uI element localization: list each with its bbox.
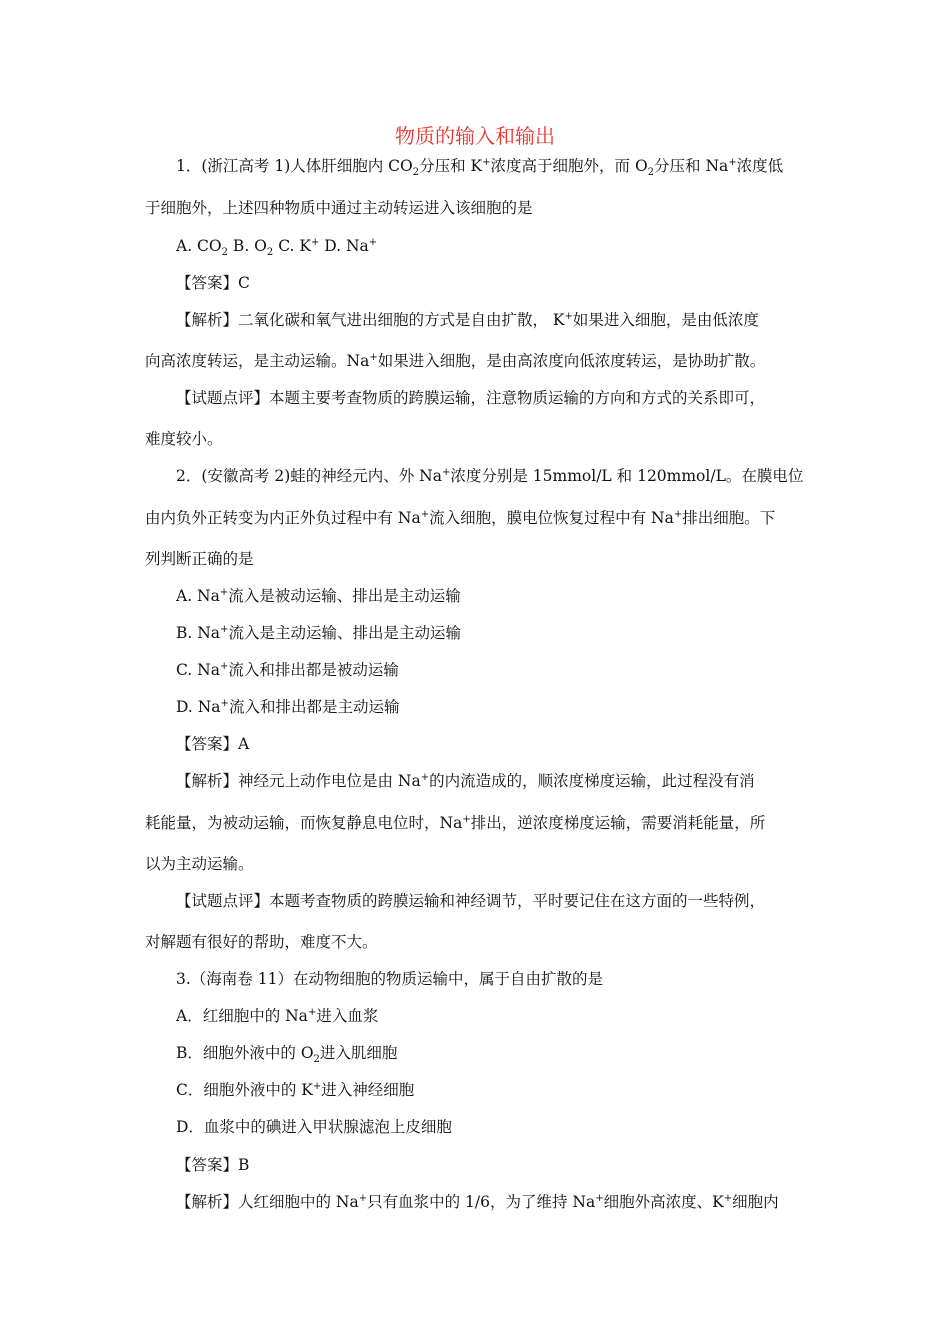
text-run: A．红细胞中的 Na	[176, 1007, 308, 1025]
text-run: 向高浓度转运，是主动运输。Na	[145, 352, 370, 370]
text-run: D. Na	[319, 237, 369, 255]
superscript: +	[564, 310, 573, 322]
text-run: 【解析】二氧化碳和氧气进出细胞的方式是自由扩散， K	[176, 311, 565, 329]
superscript: +	[728, 156, 737, 168]
q1-analysis-line-2	[145, 350, 765, 372]
superscript: +	[369, 351, 378, 363]
q3-answer: 【答案】B	[176, 1156, 250, 1174]
q1-answer: 【答案】C	[176, 274, 250, 292]
text-run: 【试题点评】本题考查物质的跨膜运输和神经调节，平时要记住在这方面的一些特例，	[176, 892, 766, 910]
text-run: 排出细胞。下	[682, 509, 776, 527]
text-run: 1．(浙江高考 1)人体肝细胞内 CO	[176, 157, 413, 175]
text-run: D. Na	[176, 698, 221, 716]
superscript: +	[441, 466, 451, 478]
q1-options	[176, 235, 377, 257]
text-run: 流入是主动运输、排出是主动运输	[228, 624, 461, 642]
q2-answer: 【答案】A	[176, 735, 250, 753]
text-run: 的内流造成的，顺浓度梯度运输，此过程没有消	[429, 772, 755, 790]
text-run: C. K	[273, 237, 311, 255]
text-run: 细胞外高浓度、K	[603, 1193, 724, 1211]
text-run: 细胞内	[732, 1193, 779, 1211]
text-run: 排出，逆浓度梯度运输，需要消耗能量，所	[470, 814, 766, 832]
superscript: +	[358, 1192, 368, 1204]
text-run: 如果进入细胞，是由高浓度向低浓度转运，是协助扩散。	[377, 352, 766, 370]
text-run: 【试题点评】本题主要考查物质的跨膜运输，注意物质运输的方向和方式的关系即可，	[176, 389, 766, 407]
text-run: 3.（海南卷 11）在动物细胞的物质运输中，属于自由扩散的是	[176, 970, 603, 988]
text-run: 流入和排出都是被动运输	[228, 661, 399, 679]
text-run: 以为主动运输。	[145, 855, 254, 873]
q2-option-a	[176, 585, 461, 607]
superscript: +	[219, 586, 229, 598]
text-run: 只有血浆中的 1/6，为了维持 Na	[367, 1193, 596, 1211]
superscript: +	[307, 1006, 317, 1018]
text-run: 由内负外正转变为内正外负过程中有 Na	[145, 509, 421, 527]
q1-stem-line-2	[145, 197, 533, 219]
text-run: 分压和 Na	[654, 157, 729, 175]
text-run: 流入细胞，膜电位恢复过程中有 Na	[429, 509, 674, 527]
q3-option-c	[176, 1079, 414, 1101]
q2-analysis-line-2	[145, 812, 765, 834]
q3-analysis-line-1	[176, 1191, 779, 1213]
text-run: 流入和排出都是主动运输	[228, 698, 400, 716]
superscript: +	[595, 1192, 604, 1204]
text-run: 【解析】神经元上动作电位是由 Na	[176, 772, 421, 790]
superscript: +	[723, 1192, 733, 1204]
q2-option-b	[176, 622, 461, 644]
superscript: +	[420, 508, 430, 520]
q2-stem-line-3	[145, 548, 254, 570]
superscript: +	[462, 813, 471, 825]
q2-option-c	[176, 659, 399, 681]
superscript: +	[482, 156, 491, 168]
text-run: 浓度低	[736, 157, 784, 175]
q3-option-b	[176, 1042, 397, 1064]
q2-analysis-line-1	[176, 770, 755, 792]
q3-stem	[176, 968, 603, 990]
superscript: +	[368, 236, 378, 248]
q2-analysis-line-3	[145, 853, 254, 875]
superscript: +	[220, 697, 229, 709]
text-run: A. CO	[176, 237, 222, 255]
text-run: 2．(安徽高考 2)蛙的神经元内、外 Na	[176, 467, 442, 485]
superscript: +	[420, 771, 430, 783]
q2-option-d	[176, 696, 399, 718]
q2-comment-line-1	[176, 890, 765, 912]
text-run: C．细胞外液中的 K	[176, 1081, 313, 1099]
subscript: 2	[266, 247, 274, 259]
subscript: 2	[221, 247, 228, 259]
page-title: 物质的输入和输出	[395, 124, 555, 148]
superscript: +	[673, 508, 683, 520]
superscript: +	[220, 623, 229, 635]
q1-analysis-line-1	[176, 309, 759, 331]
q3-option-a	[176, 1005, 378, 1027]
text-run: C. Na	[176, 661, 220, 679]
text-run: D．血浆中的碘进入甲状腺滤泡上皮细胞	[176, 1118, 452, 1136]
q2-stem-line-2	[145, 507, 775, 529]
q1-comment-line-2	[145, 428, 223, 450]
text-run: B．细胞外液中的 O	[176, 1044, 314, 1062]
superscript: +	[310, 236, 320, 248]
text-run: B. Na	[176, 624, 221, 642]
superscript: +	[312, 1080, 322, 1092]
text-run: 耗能量，为被动运输，而恢复静息电位时，Na	[145, 814, 463, 832]
subscript: 2	[647, 167, 655, 179]
text-run: 进入神经细胞	[321, 1081, 415, 1099]
text-run: 于细胞外，上述四种物质中通过主动转运进入该细胞的是	[145, 199, 533, 217]
text-run: 如果进入细胞，是由低浓度	[572, 311, 759, 329]
subscript: 2	[313, 1054, 320, 1066]
text-run: 【解析】人红细胞中的 Na	[176, 1193, 359, 1211]
text-run: 难度较小。	[145, 430, 223, 448]
q2-stem-line-1	[176, 465, 803, 487]
text-run: 进入肌细胞	[319, 1044, 398, 1062]
superscript: +	[219, 660, 229, 672]
q2-comment-line-2	[145, 931, 378, 953]
text-run: 对解题有很好的帮助，难度不大。	[145, 933, 378, 951]
text-run: 列判断正确的是	[145, 550, 254, 568]
text-run: 浓度分别是 15mmol/L 和 120mmol/L。在膜电位	[450, 467, 804, 485]
q1-comment-line-1	[176, 387, 765, 409]
text-run: B. O	[228, 237, 267, 255]
text-run: A. Na	[176, 587, 220, 605]
text-run: 进入血浆	[316, 1007, 379, 1025]
text-run: 浓度高于细胞外，而 O	[490, 157, 648, 175]
text-run: 分压和 K	[419, 157, 483, 175]
q3-option-d	[176, 1116, 452, 1138]
q1-stem-line-1	[176, 155, 783, 177]
text-run: 流入是被动运输、排出是主动运输	[228, 587, 461, 605]
subscript: 2	[412, 167, 420, 179]
